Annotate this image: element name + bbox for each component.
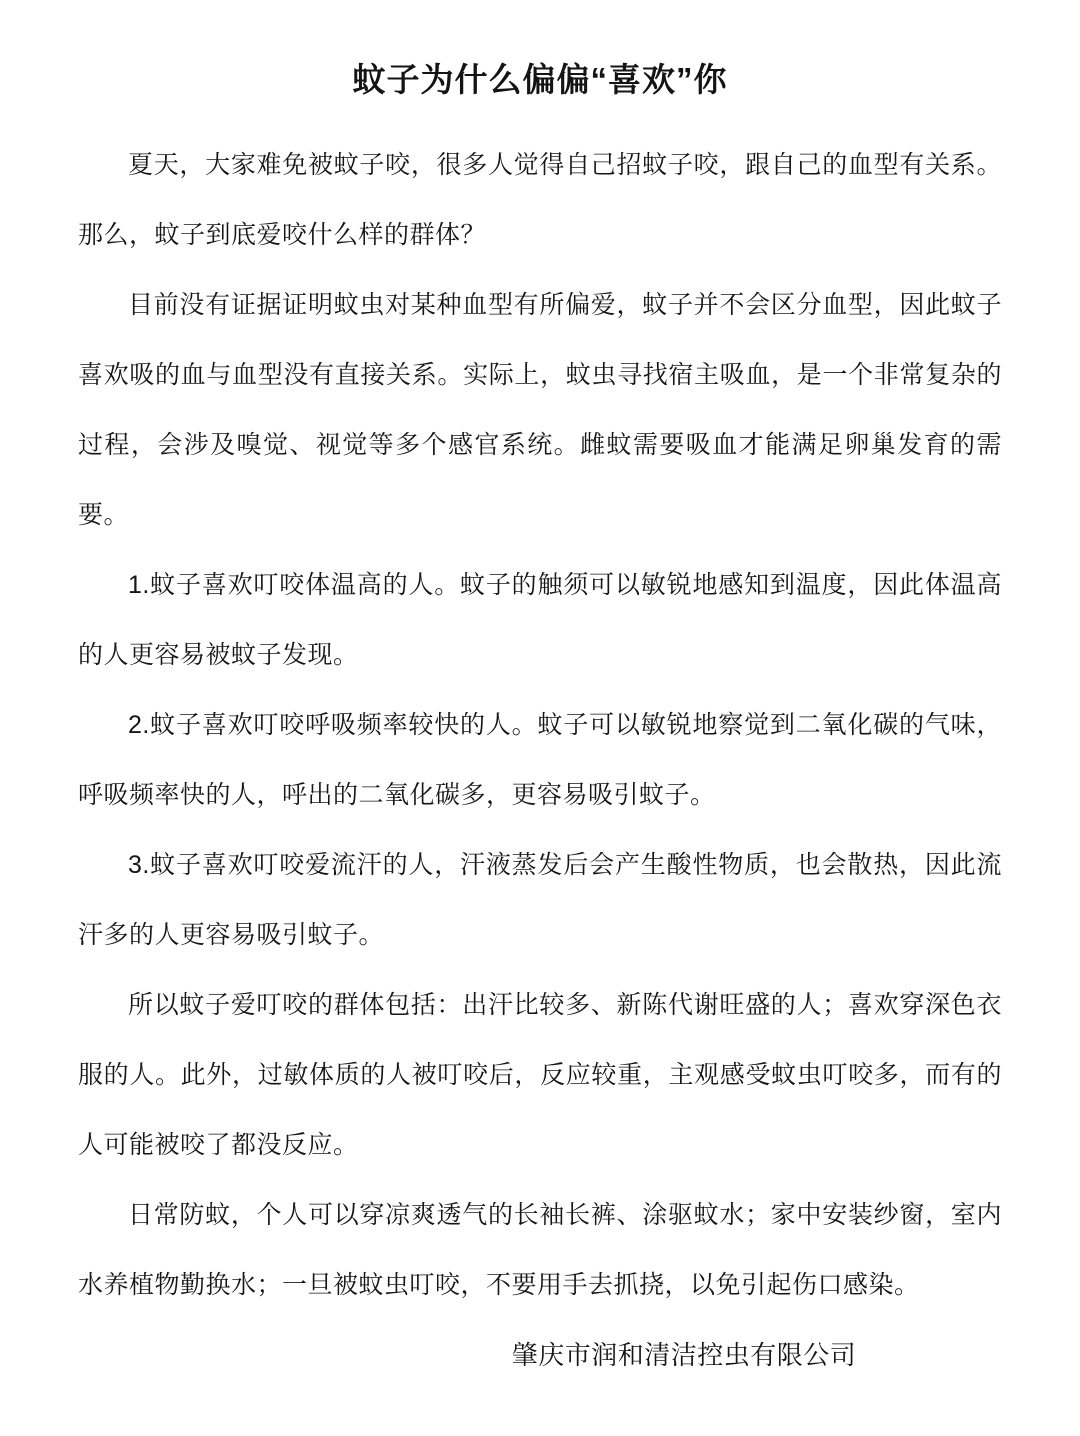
company-signature: 肇庆市润和清洁控虫有限公司: [511, 1340, 857, 1370]
paragraph-point-2-breathing-rate: 2.蚊子喜欢叮咬呼吸频率较快的人。蚊子可以敏锐地察觉到二氧化碳的气味，呼吸频率快的人，呼出的二氧化碳多，更容易吸引蚊子。: [78, 711, 1002, 809]
paragraph-summary-groups: 所以蚊子爱叮咬的群体包括：出汗比较多、新陈代谢旺盛的人；喜欢穿深色衣服的人。此外，过敏体质的人被叮咬后，反应较重，主观感受蚊虫叮咬多，而有的人可能被咬了都没反应。: [78, 991, 1002, 1159]
paragraph-blood-type: 目前没有证据证明蚊虫对某种血型有所偏爱，蚊子并不会区分血型，因此蚊子喜欢吸的血与血型没有直接关系。实际上，蚊虫寻找宿主吸血，是一个非常复杂的过程，会涉及嗅觉、视觉等多个感官系统。雌蚊需要吸血才能满足卵巢发育的需要。: [78, 291, 1002, 529]
document-title: 蚊子为什么偏偏“喜欢”你: [352, 61, 728, 98]
paragraph-point-3-sweating: 3.蚊子喜欢叮咬爱流汗的人，汗液蒸发后会产生酸性物质，也会散热，因此流汗多的人更容易吸引蚊子。: [78, 851, 1002, 949]
paragraph-prevention-tips: 日常防蚊，个人可以穿凉爽透气的长袖长裤、涂驱蚊水；家中安装纱窗，室内水养植物勤换水；一旦被蚊虫叮咬，不要用手去抓挠，以免引起伤口感染。: [78, 1201, 1002, 1299]
paragraph-intro: 夏天，大家难免被蚊子咬，很多人觉得自己招蚊子咬，跟自己的血型有关系。那么，蚊子到底爱咬什么样的群体？: [78, 151, 1002, 249]
paragraph-point-1-body-temperature: 1.蚊子喜欢叮咬体温高的人。蚊子的触须可以敏锐地感知到温度，因此体温高的人更容易被蚊子发现。: [78, 571, 1002, 669]
